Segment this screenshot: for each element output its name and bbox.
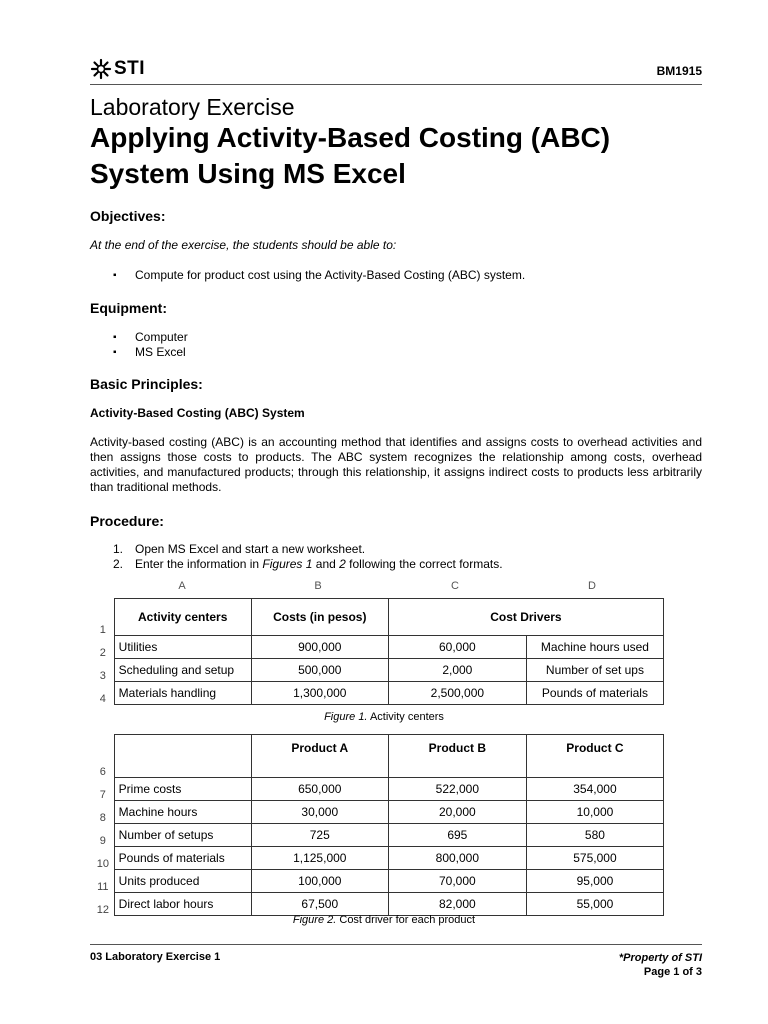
table-cell: 900,000 [251,636,388,659]
list-item: ▪ Computer [113,330,188,345]
table-cell: 354,000 [526,778,663,801]
footer-page-number: Page 1 of 3 [643,966,702,978]
objectives-heading: Objectives: [90,208,166,224]
document-title: Applying Activity-Based Costing (ABC) System Using MS Excel [90,122,611,189]
table-cell: Materials handling [114,682,251,705]
table-cell: Machine hours [114,801,251,824]
header-divider [90,84,702,85]
objectives-list [113,268,525,283]
caption-label: Figure 2. [292,914,337,926]
table-cell: Utilities [114,636,251,659]
caption-text: Activity centers [367,711,444,723]
objectives-intro: At the end of the exercise, the students should be able to: [90,238,397,252]
table-row [94,659,664,682]
table-cell: 82,000 [388,893,526,916]
table-row [94,847,664,870]
table-cell: 2,500,000 [388,682,526,705]
table-cell: 30,000 [251,801,388,824]
sti-logo [90,56,145,82]
table-cell: Scheduling and setup [114,659,251,682]
header-cell [114,735,251,778]
table-cell: 575,000 [526,847,663,870]
table-cell: 2,000 [388,659,526,682]
procedure-steps [113,542,503,572]
table-header-row [94,735,664,778]
figure1-caption [0,711,768,723]
table-cell: 95,000 [526,870,663,893]
footer-right [619,951,702,979]
table-cell: 695 [388,824,526,847]
sti-logo-mark-icon [90,58,112,80]
table-cell: 20,000 [388,801,526,824]
table-cell: Direct labor hours [114,893,251,916]
row-number: 3 [99,669,106,682]
header-cell: Product C [526,735,663,778]
table-cell: Prime costs [114,778,251,801]
header-cell: Costs (in pesos) [251,599,388,636]
column-letter: C [451,580,459,592]
table-cell: 60,000 [388,636,526,659]
table-cell: 70,000 [388,870,526,893]
figure1-table [94,598,664,705]
table-cell: 580 [526,824,663,847]
table-cell: 725 [251,824,388,847]
step-number: 2. [113,557,124,571]
step-text: Enter the information in [135,557,263,571]
table-cell: 67,500 [251,893,388,916]
header-cell: Product A [251,735,388,778]
step-number: 1. [113,542,124,556]
table-cell: Pounds of materials [114,847,251,870]
column-letter: D [588,580,596,592]
header-cell: Cost Drivers [388,599,663,636]
table-row [94,801,664,824]
equipment-heading: Equipment: [90,300,167,316]
table-row [94,636,664,659]
footer-course-label: 03 Laboratory Exercise 1 [90,951,221,963]
procedure-step [113,557,503,572]
row-number: 9 [99,834,106,847]
logo-text: STI [114,58,146,79]
procedure-step [113,542,503,557]
document-subtitle: Laboratory Exercise [90,94,295,120]
row-number: 11 [97,880,109,893]
table-cell: Number of set ups [526,659,663,682]
spreadsheet-column-letters [92,580,662,596]
table-row [94,778,664,801]
row-number: 10 [96,857,109,870]
table-cell: 1,125,000 [251,847,388,870]
document-code: BM1915 [656,64,702,78]
footer-divider [90,944,702,945]
figure2-table [94,734,664,916]
table-cell: 55,000 [526,893,663,916]
table-row [94,870,664,893]
table-cell: Pounds of materials [526,682,663,705]
table-row [94,893,664,916]
table-cell: 650,000 [251,778,388,801]
header-cell: Product B [388,735,526,778]
caption-label: Figure 1. [324,711,368,723]
table-cell: Units produced [114,870,251,893]
step-figure-ref: Figures 1 [262,557,313,571]
table-cell: Machine hours used [526,636,663,659]
row-number: 2 [99,646,106,659]
table-cell: 500,000 [251,659,388,682]
procedure-heading: Procedure: [90,513,164,529]
table-cell: 522,000 [388,778,526,801]
table-row [94,682,664,705]
principles-paragraph: Activity-based costing (ABC) is an accounting method that identifies and assigns costs to overhead activities and then assigns those costs to products. The ABC system recognizes the relationship among costs, overhead activities, and manufactured products; through this relationship, it assigns indirect costs to products less arbitrarily than traditional methods. [90,435,702,494]
table-cell: 800,000 [388,847,526,870]
column-letter: B [314,580,322,592]
row-number: 6 [99,765,106,778]
principles-subheading: Activity-Based Costing (ABC) System [90,406,305,420]
table-cell: 100,000 [251,870,388,893]
row-number: 4 [99,692,106,705]
figure2-caption [0,914,768,926]
caption-text: Cost driver for each product [336,914,476,926]
footer-property: *Property of STI [618,952,702,964]
table-cell: 1,300,000 [251,682,388,705]
step-text: and [312,557,340,571]
step-text: Open MS Excel and start a new worksheet. [135,542,366,556]
row-number: 12 [96,903,109,916]
list-item: ▪ MS Excel [113,345,188,360]
list-item: ▪ Compute for product cost using the Activity-Based Costing (ABC) system. [113,268,525,283]
header-cell: Activity centers [114,599,251,636]
row-number: 7 [99,788,106,801]
step-figure-ref: 2 [339,557,346,571]
table-cell: 10,000 [526,801,663,824]
column-letter: A [178,580,186,592]
principles-heading: Basic Principles: [90,376,203,392]
table-cell: Number of setups [114,824,251,847]
row-number: 1 [99,623,106,636]
table-row [94,824,664,847]
table-header-row [94,599,664,636]
equipment-list [113,330,188,360]
row-number: 8 [99,811,106,824]
step-text: following the correct formats. [345,557,503,571]
